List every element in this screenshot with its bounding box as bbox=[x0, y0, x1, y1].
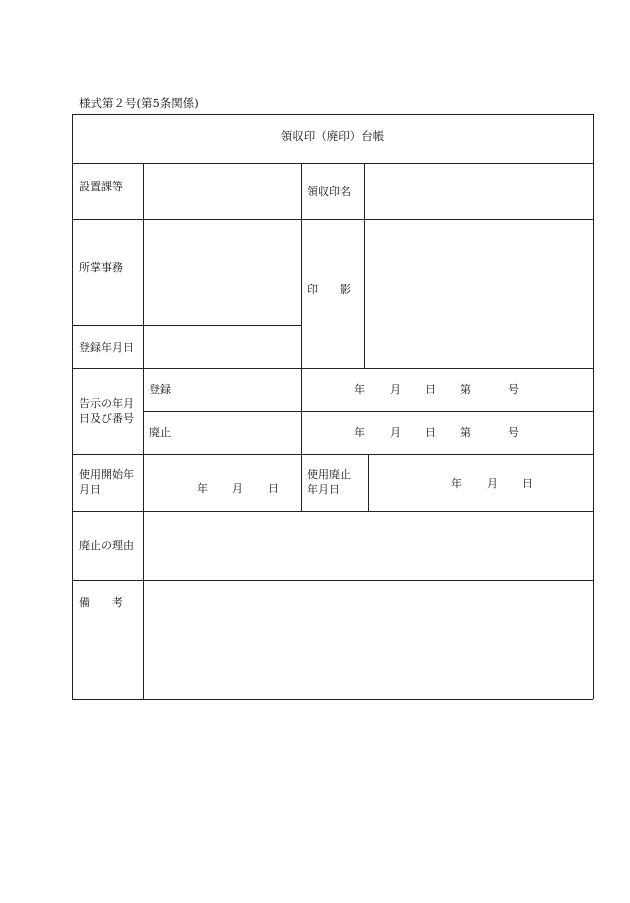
seal-name-field[interactable] bbox=[365, 164, 593, 219]
start-date-month: 月 bbox=[232, 482, 243, 495]
end-date-day: 日 bbox=[522, 477, 533, 490]
department-label: 設置課等 bbox=[79, 180, 123, 193]
remarks-label: 備 考 bbox=[79, 596, 123, 609]
duties-label: 所掌事務 bbox=[79, 261, 123, 274]
start-date-year: 年 bbox=[197, 482, 208, 495]
notice-label-line2: 日及び番号 bbox=[79, 412, 134, 425]
notice-register-year: 年 bbox=[354, 383, 365, 396]
abolish-reason-field[interactable] bbox=[144, 512, 593, 580]
duties-field[interactable] bbox=[144, 220, 301, 325]
start-date-label-line1: 使用開始年 bbox=[79, 468, 134, 481]
end-date-year: 年 bbox=[451, 477, 462, 490]
notice-abolish-month: 月 bbox=[390, 426, 401, 439]
form-caption: 様式第２号(第5条関係) bbox=[79, 96, 199, 110]
impression-label: 印 影 bbox=[307, 283, 351, 296]
registration-date-label: 登録年月日 bbox=[79, 341, 134, 354]
notice-abolish-day: 日 bbox=[425, 426, 436, 439]
start-date-day: 日 bbox=[268, 482, 279, 495]
notice-abolish-label: 廃止 bbox=[149, 426, 171, 439]
end-date-label-line2: 年月日 bbox=[307, 483, 340, 496]
notice-abolish-number: 号 bbox=[508, 426, 519, 439]
notice-register-label: 登録 bbox=[149, 383, 171, 396]
registration-date-field[interactable] bbox=[144, 326, 301, 368]
department-field[interactable] bbox=[144, 164, 301, 219]
notice-register-ordinal: 第 bbox=[460, 383, 471, 396]
notice-register-day: 日 bbox=[425, 383, 436, 396]
notice-register-number: 号 bbox=[508, 383, 519, 396]
seal-name-label: 領収印名 bbox=[307, 185, 351, 198]
abolish-reason-label: 廃止の理由 bbox=[79, 539, 134, 552]
ledger-title: 領収印（廃印）台帳 bbox=[280, 129, 385, 143]
notice-abolish-ordinal: 第 bbox=[460, 426, 471, 439]
start-date-label-line2: 月日 bbox=[79, 483, 101, 496]
end-date-label-line1: 使用廃止 bbox=[307, 468, 351, 481]
notice-abolish-year: 年 bbox=[354, 426, 365, 439]
notice-register-month: 月 bbox=[390, 383, 401, 396]
notice-label-line1: 告示の年月 bbox=[79, 397, 134, 410]
impression-area[interactable] bbox=[365, 220, 593, 368]
remarks-field[interactable] bbox=[144, 581, 593, 699]
end-date-month: 月 bbox=[487, 477, 498, 490]
